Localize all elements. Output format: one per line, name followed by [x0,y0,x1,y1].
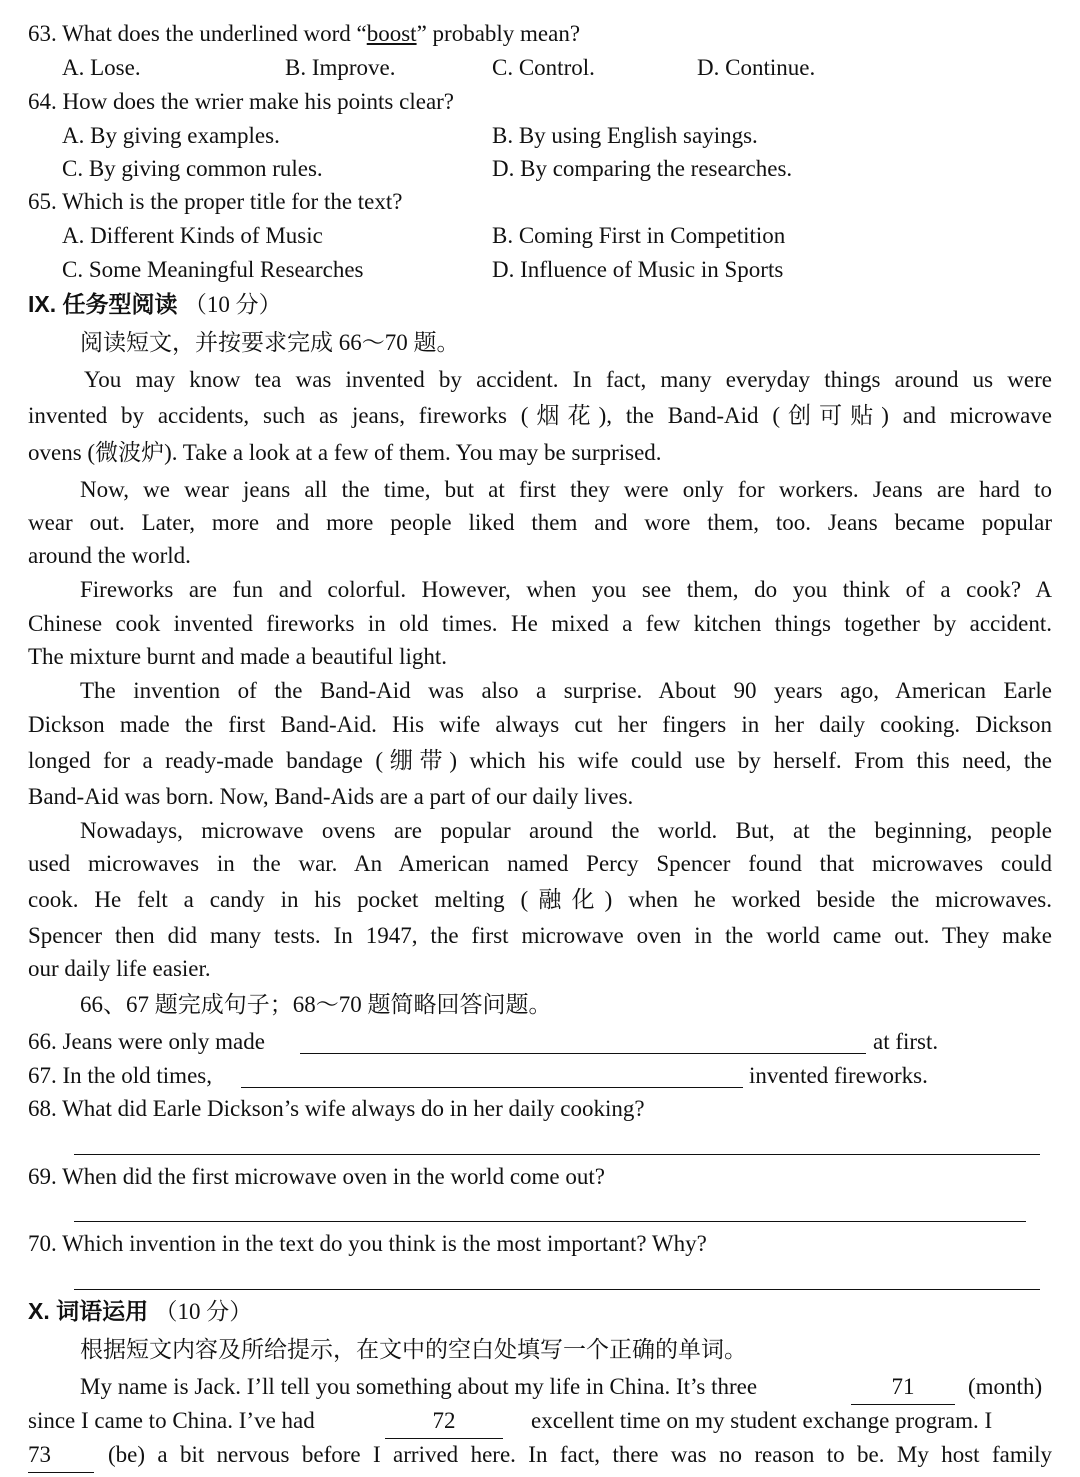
passage-line: cook. He felt a candy in his pocket melting (融化) when he worked beside the microwaves. [28,887,1052,912]
q67-before: 67. In the old times, [28,1063,212,1088]
section-9-heading [28,289,282,319]
blank-72[interactable]: 72 [385,1408,503,1439]
section-10-score: （10 分） [154,1299,253,1324]
passage-line: our daily life easier. [28,956,211,981]
section-9-score: （10 分） [183,292,282,317]
sub-instruction: 66、67 题完成句子；68～70 题简略回答问题。 [80,992,552,1017]
q63-stem [28,19,580,49]
q69-question: 69. When did the first microwave oven in the world come out? [28,1164,605,1189]
q67-answer-blank[interactable] [241,1087,743,1088]
q63-option-d: D. Continue. [697,55,816,80]
q66-before: 66. Jeans were only made [28,1029,265,1054]
cloze-line-3-tail: (be) a bit nervous before I arrived here. In fact, there was no reason to be. My host family [108,1442,1052,1467]
passage-line: used microwaves in the war. An American named Percy Spencer found that microwaves could [28,851,1052,876]
section-9-title: IX. 任务型阅读 [28,291,178,317]
q69-answer-line[interactable] [74,1221,1026,1222]
q70-question: 70. Which invention in the text do you think is the most important? Why? [28,1231,707,1256]
q68-question: 68. What did Earle Dickson’s wife always do in her daily cooking? [28,1096,645,1121]
underlined-word: boost [366,21,417,46]
blank-73[interactable]: 73 [28,1442,94,1473]
q65-stem: 65. Which is the proper title for the text? [28,189,403,214]
q65-option-d: D. Influence of Music in Sports [492,257,784,282]
q65-option-b: B. Coming First in Competition [492,223,786,248]
cloze-line-2: since I came to China. I’ve had [28,1408,315,1433]
passage-line: Spencer then did many tests. In 1947, the first microwave oven in the world came out. They make [28,923,1052,948]
section-9-instruction: 阅读短文，并按要求完成 66～70 题。 [80,330,460,355]
blank-71-hint: (month) [968,1374,1043,1399]
q64-option-c: C. By giving common rules. [62,156,323,181]
passage-line: Now, we wear jeans all the time, but at first they were only for workers. Jeans are hard to [80,477,1052,502]
passage-line: Band-Aid was born. Now, Band-Aids are a part of our daily lives. [28,784,634,809]
passage-line: The invention of the Band-Aid was also a surprise. About 90 years ago, American Earle [80,678,1052,703]
passage-line: around the world. [28,543,191,568]
q65-option-a: A. Different Kinds of Music [62,223,323,248]
passage-line: The mixture burnt and made a beautiful light. [28,644,447,669]
passage-line: longed for a ready-made bandage (绷带) which his wife could use by herself. From this need, the [28,748,1052,773]
q66-after: at first. [873,1029,939,1054]
section-10-heading [28,1296,252,1326]
q63-stem-text: 63. What does the underlined word “boost” probably mean? [28,21,581,46]
q70-answer-line[interactable] [74,1289,1040,1290]
passage-line: Dickson made the first Band-Aid. His wife always cut her fingers in her daily cooking. Dickson [28,712,1052,737]
passage-line: You may know tea was invented by accident. In fact, many everyday things around us were [84,367,1052,392]
q63-option-b: B. Improve. [285,55,396,80]
q63-option-c: C. Control. [492,55,595,80]
q64-option-a: A. By giving examples. [62,123,280,148]
cloze-line-2-tail: excellent time on my student exchange program. I [531,1408,993,1433]
passage-line: Nowadays, microwave ovens are popular around the world. But, at the beginning, people [80,818,1052,843]
passage-line: Chinese cook invented fireworks in old times. He mixed a few kitchen things together by accident. [28,611,1052,636]
passage-line: ovens (微波炉). Take a look at a few of them. You may be surprised. [28,440,662,465]
passage-line: wear out. Later, more and more people liked them and wore them, too. Jeans became popular [28,510,1052,535]
blank-71[interactable]: 71 [851,1374,955,1405]
section-10-instruction: 根据短文内容及所给提示，在文中的空白处填写一个正确的单词。 [80,1337,747,1362]
cloze-line-1: My name is Jack. I’ll tell you something about my life in China. It’s three [80,1374,758,1399]
q63-option-a: A. Lose. [62,55,141,80]
q64-stem: 64. How does the wrier make his points clear? [28,89,455,114]
section-10-title: X. 词语运用 [28,1298,149,1324]
q66-answer-blank[interactable] [300,1053,866,1054]
q64-option-d: D. By comparing the researches. [492,156,793,181]
q67-after: invented fireworks. [749,1063,928,1088]
passage-line: invented by accidents, such as jeans, fireworks (烟花), the Band-Aid (创可贴) and microwave [28,403,1052,428]
q68-answer-line[interactable] [74,1154,1040,1155]
passage-line: Fireworks are fun and colorful. However, when you see them, do you think of a cook? A [80,577,1052,602]
q64-option-b: B. By using English sayings. [492,123,758,148]
q65-option-c: C. Some Meaningful Researches [62,257,364,282]
